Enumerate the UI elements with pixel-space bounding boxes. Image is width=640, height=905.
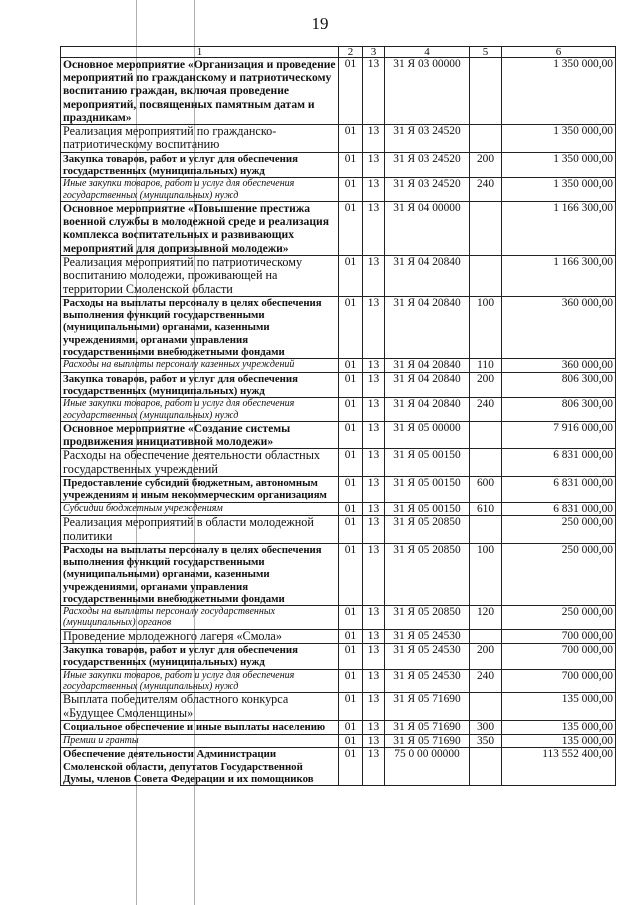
row-expense-type-cell <box>470 58 502 125</box>
row-target-code-cell: 31 Я 04 20840 <box>385 372 470 397</box>
table-row <box>61 125 616 153</box>
row-expense-type-cell: 610 <box>470 502 502 516</box>
row-target-code-cell: 31 Я 04 20840 <box>385 255 470 296</box>
row-section-cell: 01 <box>339 669 363 693</box>
table-row <box>61 644 616 669</box>
row-amount-cell: 700 000,00 <box>502 629 616 643</box>
row-amount-cell: 360 000,00 <box>502 297 616 359</box>
row-expense-type-cell: 240 <box>470 178 502 202</box>
row-amount-cell: 135 000,00 <box>502 734 616 748</box>
table-row <box>61 421 616 448</box>
row-target-code-cell: 31 Я 04 20840 <box>385 359 470 373</box>
row-section-cell: 01 <box>339 398 363 422</box>
table-row <box>61 58 616 125</box>
header-cell: 3 <box>363 47 385 58</box>
row-target-code-cell: 31 Я 05 00000 <box>385 421 470 448</box>
row-amount-cell: 6 831 000,00 <box>502 449 616 477</box>
row-expense-type-cell <box>470 421 502 448</box>
row-amount-cell: 1 350 000,00 <box>502 58 616 125</box>
row-expense-type-cell: 200 <box>470 372 502 397</box>
row-section-cell: 01 <box>339 125 363 153</box>
row-subsection-cell: 13 <box>363 693 385 721</box>
row-section-cell: 01 <box>339 178 363 202</box>
row-amount-cell: 1 350 000,00 <box>502 152 616 177</box>
row-name-cell: Субсидии бюджетным учреждениям <box>61 502 339 516</box>
row-name-cell: Расходы на выплаты персоналу в целях обеспечения выполнения функций государственными (муниципальными) органами, казенными учреждениями, органами управления государственными внебюджетными фондами <box>61 297 339 359</box>
row-expense-type-cell: 100 <box>470 297 502 359</box>
row-expense-type-cell: 120 <box>470 605 502 629</box>
row-target-code-cell: 31 Я 03 00000 <box>385 58 470 125</box>
table-row <box>61 372 616 397</box>
table-body <box>61 58 616 786</box>
header-cell: 4 <box>385 47 470 58</box>
table-row <box>61 502 616 516</box>
table-header-row <box>61 47 616 58</box>
row-target-code-cell: 31 Я 04 20840 <box>385 297 470 359</box>
row-target-code-cell: 75 0 00 00000 <box>385 748 470 786</box>
row-section-cell: 01 <box>339 644 363 669</box>
row-target-code-cell: 31 Я 04 20840 <box>385 398 470 422</box>
row-name-cell: Иные закупки товаров, работ и услуг для обеспечения государственных (муниципальных) нужд <box>61 178 339 202</box>
row-section-cell: 01 <box>339 629 363 643</box>
row-amount-cell: 700 000,00 <box>502 644 616 669</box>
row-amount-cell: 135 000,00 <box>502 721 616 735</box>
row-target-code-cell: 31 Я 05 24530 <box>385 629 470 643</box>
row-subsection-cell: 13 <box>363 202 385 256</box>
row-amount-cell: 1 350 000,00 <box>502 178 616 202</box>
row-expense-type-cell <box>470 748 502 786</box>
row-target-code-cell: 31 Я 05 20850 <box>385 516 470 544</box>
row-target-code-cell: 31 Я 05 20850 <box>385 543 470 605</box>
row-section-cell: 01 <box>339 58 363 125</box>
row-target-code-cell: 31 Я 05 71690 <box>385 721 470 735</box>
row-target-code-cell: 31 Я 05 00150 <box>385 477 470 502</box>
row-expense-type-cell <box>470 629 502 643</box>
table-row <box>61 721 616 735</box>
row-section-cell: 01 <box>339 152 363 177</box>
row-expense-type-cell <box>470 516 502 544</box>
row-subsection-cell: 13 <box>363 721 385 735</box>
row-amount-cell: 250 000,00 <box>502 516 616 544</box>
row-section-cell: 01 <box>339 477 363 502</box>
table-row <box>61 449 616 477</box>
table-row <box>61 202 616 256</box>
page-number: 19 <box>311 14 329 33</box>
row-expense-type-cell <box>470 693 502 721</box>
row-name-cell: Основное мероприятие «Создание системы продвижения инициативной молодежи» <box>61 421 339 448</box>
row-name-cell: Социальное обеспечение и иные выплаты населению <box>61 721 339 735</box>
row-section-cell: 01 <box>339 605 363 629</box>
row-section-cell: 01 <box>339 721 363 735</box>
row-target-code-cell: 31 Я 05 71690 <box>385 734 470 748</box>
row-name-cell: Обеспечение деятельности Администрации Смоленской области, депутатов Государственной Думы, членов Совета Федерации и их помощников <box>61 748 339 786</box>
row-subsection-cell: 13 <box>363 629 385 643</box>
row-name-cell: Выплата победителям областного конкурса «Будущее Смоленщины» <box>61 693 339 721</box>
row-expense-type-cell <box>470 202 502 256</box>
row-section-cell: 01 <box>339 421 363 448</box>
row-amount-cell: 113 552 400,00 <box>502 748 616 786</box>
row-amount-cell: 135 000,00 <box>502 693 616 721</box>
row-amount-cell: 1 166 300,00 <box>502 202 616 256</box>
row-subsection-cell: 13 <box>363 125 385 153</box>
row-name-cell: Иные закупки товаров, работ и услуг для обеспечения государственных (муниципальных) нужд <box>61 669 339 693</box>
row-target-code-cell: 31 Я 03 24520 <box>385 152 470 177</box>
row-name-cell: Закупка товаров, работ и услуг для обеспечения государственных (муниципальных) нужд <box>61 152 339 177</box>
budget-table <box>60 46 616 786</box>
row-amount-cell: 360 000,00 <box>502 359 616 373</box>
row-name-cell: Предоставление субсидий бюджетным, автономным учреждениям и иным некоммерческим организациям <box>61 477 339 502</box>
row-subsection-cell: 13 <box>363 372 385 397</box>
row-amount-cell: 700 000,00 <box>502 669 616 693</box>
row-subsection-cell: 13 <box>363 297 385 359</box>
row-section-cell: 01 <box>339 502 363 516</box>
row-amount-cell: 806 300,00 <box>502 398 616 422</box>
row-target-code-cell: 31 Я 05 24530 <box>385 644 470 669</box>
row-expense-type-cell: 240 <box>470 669 502 693</box>
row-name-cell: Закупка товаров, работ и услуг для обеспечения государственных (муниципальных) нужд <box>61 372 339 397</box>
header-cell: 1 <box>61 47 339 58</box>
row-name-cell: Проведение молодежного лагеря «Смола» <box>61 629 339 643</box>
row-name-cell: Реализация мероприятий по гражданско-патриотическому воспитанию <box>61 125 339 153</box>
row-expense-type-cell: 300 <box>470 721 502 735</box>
table-row <box>61 297 616 359</box>
row-expense-type-cell <box>470 449 502 477</box>
table-row <box>61 398 616 422</box>
row-name-cell: Основное мероприятие «Повышение престижа военной службы в молодежной среде и реализация комплекса воспитательных и развивающих мероприятий для допризывной молодежи» <box>61 202 339 256</box>
row-amount-cell: 1 166 300,00 <box>502 255 616 296</box>
row-subsection-cell: 13 <box>363 502 385 516</box>
table-row <box>61 693 616 721</box>
row-name-cell: Основное мероприятие «Организация и проведение мероприятий по гражданскому и патриотическому воспитанию граждан, включая проведение мероприятий, посвященных памятным датам и праздникам» <box>61 58 339 125</box>
row-subsection-cell: 13 <box>363 605 385 629</box>
row-section-cell: 01 <box>339 255 363 296</box>
row-name-cell: Реализация мероприятий в области молодежной политики <box>61 516 339 544</box>
row-name-cell: Реализация мероприятий по патриотическому воспитанию молодежи, проживающей на территории Смоленской области <box>61 255 339 296</box>
row-section-cell: 01 <box>339 516 363 544</box>
row-target-code-cell: 31 Я 05 71690 <box>385 693 470 721</box>
table-row <box>61 748 616 786</box>
row-amount-cell: 6 831 000,00 <box>502 502 616 516</box>
table-row <box>61 605 616 629</box>
row-expense-type-cell: 110 <box>470 359 502 373</box>
row-name-cell: Премии и гранты <box>61 734 339 748</box>
row-expense-type-cell <box>470 255 502 296</box>
table-row <box>61 359 616 373</box>
row-name-cell: Расходы на выплаты персоналу государственных (муниципальных) органов <box>61 605 339 629</box>
header-cell: 6 <box>502 47 616 58</box>
row-section-cell: 01 <box>339 693 363 721</box>
row-amount-cell: 806 300,00 <box>502 372 616 397</box>
row-subsection-cell: 13 <box>363 359 385 373</box>
row-target-code-cell: 31 Я 05 00150 <box>385 502 470 516</box>
row-section-cell: 01 <box>339 543 363 605</box>
row-subsection-cell: 13 <box>363 58 385 125</box>
row-subsection-cell: 13 <box>363 734 385 748</box>
table-row <box>61 669 616 693</box>
row-subsection-cell: 13 <box>363 152 385 177</box>
row-target-code-cell: 31 Я 03 24520 <box>385 178 470 202</box>
row-subsection-cell: 13 <box>363 421 385 448</box>
row-section-cell: 01 <box>339 449 363 477</box>
header-cell: 2 <box>339 47 363 58</box>
table-row <box>61 178 616 202</box>
row-name-cell: Закупка товаров, работ и услуг для обеспечения государственных (муниципальных) нужд <box>61 644 339 669</box>
row-expense-type-cell: 200 <box>470 644 502 669</box>
table-row <box>61 734 616 748</box>
row-subsection-cell: 13 <box>363 178 385 202</box>
row-subsection-cell: 13 <box>363 644 385 669</box>
row-subsection-cell: 13 <box>363 449 385 477</box>
row-subsection-cell: 13 <box>363 669 385 693</box>
row-name-cell: Расходы на выплаты персоналу в целях обеспечения выполнения функций государственными (муниципальными) органами, казенными учреждениями, органами управления государственными внебюджетными фондами <box>61 543 339 605</box>
row-amount-cell: 250 000,00 <box>502 605 616 629</box>
row-section-cell: 01 <box>339 297 363 359</box>
row-amount-cell: 7 916 000,00 <box>502 421 616 448</box>
row-section-cell: 01 <box>339 748 363 786</box>
row-target-code-cell: 31 Я 05 00150 <box>385 449 470 477</box>
table-row <box>61 516 616 544</box>
row-subsection-cell: 13 <box>363 543 385 605</box>
table-row <box>61 152 616 177</box>
row-name-cell: Расходы на выплаты персоналу казенных учреждений <box>61 359 339 373</box>
row-expense-type-cell: 600 <box>470 477 502 502</box>
row-section-cell: 01 <box>339 359 363 373</box>
row-subsection-cell: 13 <box>363 748 385 786</box>
row-subsection-cell: 13 <box>363 516 385 544</box>
row-section-cell: 01 <box>339 734 363 748</box>
row-section-cell: 01 <box>339 372 363 397</box>
row-expense-type-cell: 200 <box>470 152 502 177</box>
row-expense-type-cell <box>470 125 502 153</box>
row-expense-type-cell: 350 <box>470 734 502 748</box>
row-target-code-cell: 31 Я 05 24530 <box>385 669 470 693</box>
table-row <box>61 629 616 643</box>
row-section-cell: 01 <box>339 202 363 256</box>
row-target-code-cell: 31 Я 03 24520 <box>385 125 470 153</box>
row-amount-cell: 6 831 000,00 <box>502 477 616 502</box>
header-cell: 5 <box>470 47 502 58</box>
row-target-code-cell: 31 Я 04 00000 <box>385 202 470 256</box>
row-amount-cell: 250 000,00 <box>502 543 616 605</box>
row-name-cell: Расходы на обеспечение деятельности областных государственных учреждений <box>61 449 339 477</box>
table-row <box>61 477 616 502</box>
row-subsection-cell: 13 <box>363 477 385 502</box>
row-subsection-cell: 13 <box>363 398 385 422</box>
row-subsection-cell: 13 <box>363 255 385 296</box>
row-expense-type-cell: 240 <box>470 398 502 422</box>
row-name-cell: Иные закупки товаров, работ и услуг для обеспечения государственных (муниципальных) нужд <box>61 398 339 422</box>
table-row <box>61 543 616 605</box>
row-amount-cell: 1 350 000,00 <box>502 125 616 153</box>
row-expense-type-cell: 100 <box>470 543 502 605</box>
table-row <box>61 255 616 296</box>
row-target-code-cell: 31 Я 05 20850 <box>385 605 470 629</box>
